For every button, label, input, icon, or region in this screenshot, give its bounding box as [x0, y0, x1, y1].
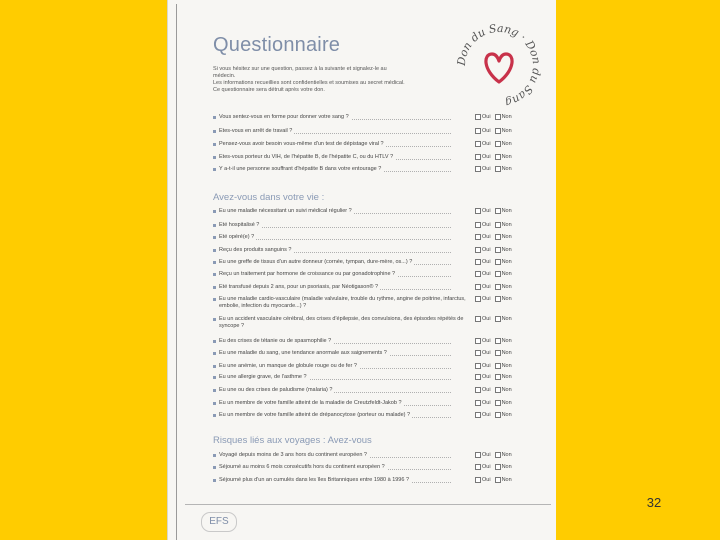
question-row [213, 464, 513, 474]
question-text: Voyagé depuis moins de 3 ans hors du continent européen ? [219, 452, 367, 458]
bullet-icon [213, 273, 216, 276]
no-checkbox[interactable] [495, 412, 501, 418]
yes-checkbox[interactable] [475, 350, 481, 356]
answer-options [475, 296, 516, 303]
no-checkbox[interactable] [495, 166, 501, 172]
yes-checkbox[interactable] [475, 166, 481, 172]
bullet-icon [213, 224, 216, 227]
yes-checkbox[interactable] [475, 464, 481, 470]
yes-label: Oui [482, 234, 491, 241]
no-label: Non [501, 259, 512, 266]
question-row [213, 350, 513, 360]
no-label: Non [501, 208, 512, 215]
no-checkbox[interactable] [495, 128, 501, 134]
question-row [213, 412, 513, 422]
question-row [213, 154, 513, 164]
question-row [213, 363, 513, 373]
question-text: Séjourné au moins 6 mois consécutifs hors du continent européen ? [219, 464, 385, 470]
question-row [213, 284, 513, 294]
no-label: Non [501, 234, 512, 241]
bullet-icon [213, 286, 216, 289]
answer-options [475, 271, 516, 278]
question-row [213, 141, 513, 151]
no-label: Non [501, 166, 512, 173]
no-checkbox[interactable] [495, 374, 501, 380]
bullet-icon [213, 249, 216, 252]
question-row [213, 208, 513, 218]
yes-label: Oui [482, 296, 491, 303]
yes-label: Oui [482, 208, 491, 215]
yes-label: Oui [482, 464, 491, 471]
answer-options [475, 128, 516, 135]
question-text: Reçu des produits sanguins ? [219, 247, 292, 253]
intro-line: Les informations recueillies sont confidentielles et soumises au secret médical. [213, 80, 405, 86]
bullet-icon [213, 130, 216, 133]
document-page [176, 4, 551, 540]
don-du-sang-logo [453, 20, 545, 112]
question-row [213, 296, 513, 309]
yes-label: Oui [482, 114, 491, 121]
page-number: 32 [646, 495, 662, 510]
question-row [213, 271, 513, 281]
yes-checkbox[interactable] [475, 477, 481, 483]
bullet-icon [213, 261, 216, 264]
question-text: Eté opéré(e) ? [219, 234, 255, 240]
question-text: Eu une ou des crises de paludisme (malaria) ? [219, 387, 333, 393]
yes-checkbox[interactable] [475, 452, 481, 458]
no-checkbox[interactable] [495, 208, 501, 214]
question-row [213, 222, 513, 232]
efs-logo: EFS [201, 512, 237, 532]
no-label: Non [501, 284, 512, 291]
question-row [213, 452, 513, 462]
answer-options [475, 452, 516, 459]
heart-icon [486, 54, 512, 82]
question-text: Etes-vous en arrêt de travail ? [219, 128, 293, 134]
bullet-icon [213, 210, 216, 213]
answer-options [475, 114, 516, 121]
yes-label: Oui [482, 259, 491, 266]
yes-checkbox[interactable] [475, 296, 481, 302]
bullet-icon [213, 298, 216, 301]
no-label: Non [501, 452, 512, 459]
yes-checkbox[interactable] [475, 400, 481, 406]
intro-line: Si vous hésitez sur une question, passez à la suivante et signalez-le au [213, 66, 387, 72]
yes-checkbox[interactable] [475, 374, 481, 380]
question-row [213, 338, 513, 348]
yes-checkbox[interactable] [475, 141, 481, 147]
question-text: Eu une greffe de tissus d'un autre donneur (cornée, tympan, dure-mère, os...) ? [219, 259, 413, 265]
no-checkbox[interactable] [495, 452, 501, 458]
answer-options [475, 222, 516, 229]
question-text: Eté transfusé depuis 2 ans, pour un psoriasis, par Néotigason® ? [219, 284, 379, 290]
no-checkbox[interactable] [495, 464, 501, 470]
bullet-icon [213, 156, 216, 159]
question-text: Séjourné plus d'un an cumulés dans les îles Britanniques entre 1980 à 1996 ? [219, 477, 410, 483]
yes-checkbox[interactable] [475, 222, 481, 228]
yes-label: Oui [482, 338, 491, 345]
intro-text [213, 66, 443, 94]
yes-label: Oui [482, 154, 491, 161]
answer-options [475, 247, 516, 254]
bullet-icon [213, 402, 216, 405]
section-title-life: Avez-vous dans votre vie : [213, 192, 325, 203]
no-label: Non [501, 363, 512, 370]
question-text: Eu un accident vasculaire cérébral, des crises d'épilepsie, des convulsions, des épisodes répétés de syncope ? [219, 316, 464, 329]
no-label: Non [501, 296, 512, 303]
bullet-icon [213, 389, 216, 392]
section-title-travel: Risques liés aux voyages : Avez-vous [213, 435, 372, 446]
yes-checkbox[interactable] [475, 234, 481, 240]
no-label: Non [501, 400, 512, 407]
question-text: Eu un membre de votre famille atteint de la maladie de Creutzfeldt-Jakob ? [219, 400, 402, 406]
no-label: Non [501, 412, 512, 419]
yes-checkbox[interactable] [475, 412, 481, 418]
question-text: Eu des crises de tétanie ou de spasmophilie ? [219, 338, 332, 344]
question-row [213, 316, 513, 329]
no-checkbox[interactable] [495, 247, 501, 253]
no-label: Non [501, 464, 512, 471]
question-text: Etes-vous porteur du VIH, de l'hépatite B, de l'hépatite C, ou du HTLV ? [219, 154, 394, 160]
no-checkbox[interactable] [495, 400, 501, 406]
yes-label: Oui [482, 363, 491, 370]
no-checkbox[interactable] [495, 338, 501, 344]
yes-checkbox[interactable] [475, 387, 481, 393]
answer-options [475, 464, 516, 471]
no-checkbox[interactable] [495, 141, 501, 147]
document-title: Questionnaire [213, 34, 341, 56]
no-checkbox[interactable] [495, 296, 501, 302]
no-label: Non [501, 387, 512, 394]
bullet-icon [213, 318, 216, 321]
yes-label: Oui [482, 316, 491, 323]
yes-label: Oui [482, 412, 491, 419]
answer-options [475, 363, 516, 370]
bullet-icon [213, 466, 216, 469]
yes-label: Oui [482, 271, 491, 278]
no-label: Non [501, 247, 512, 254]
question-row [213, 247, 513, 257]
question-text: Eu une anémie, un manque de globule rouge ou de fer ? [219, 363, 357, 369]
answer-options [475, 412, 516, 419]
yes-label: Oui [482, 166, 491, 173]
yes-checkbox[interactable] [475, 259, 481, 265]
bullet-icon [213, 236, 216, 239]
no-checkbox[interactable] [495, 316, 501, 322]
bullet-icon [213, 454, 216, 457]
yes-checkbox[interactable] [475, 114, 481, 120]
no-checkbox[interactable] [495, 271, 501, 277]
yes-label: Oui [482, 222, 491, 229]
no-label: Non [501, 374, 512, 381]
question-text: Eu une maladie du sang, une tendance anormale aux saignements ? [219, 350, 387, 356]
question-row [213, 114, 513, 124]
intro-line: Ce questionnaire sera détruit après votre don. [213, 87, 325, 93]
bullet-icon [213, 143, 216, 146]
logo-text: Don du Sang · Don du Sang [454, 21, 544, 110]
no-label: Non [501, 222, 512, 229]
yes-label: Oui [482, 247, 491, 254]
answer-options [475, 154, 516, 161]
answer-options [475, 234, 516, 241]
svg-text:Don du Sang · Don du Sang [455, 22, 543, 109]
question-row [213, 477, 513, 487]
question-text: Eu une allergie grave, de l'asthme ? [219, 374, 307, 380]
question-row [213, 128, 513, 138]
no-checkbox[interactable] [495, 154, 501, 160]
yes-checkbox[interactable] [475, 247, 481, 253]
question-row [213, 234, 513, 244]
no-label: Non [501, 350, 512, 357]
no-checkbox[interactable] [495, 284, 501, 290]
bullet-icon [213, 376, 216, 379]
question-row [213, 400, 513, 410]
no-label: Non [501, 271, 512, 278]
yes-label: Oui [482, 350, 491, 357]
question-row [213, 166, 513, 176]
bullet-icon [213, 414, 216, 417]
yes-label: Oui [482, 400, 491, 407]
answer-options [475, 374, 516, 381]
yes-checkbox[interactable] [475, 316, 481, 322]
no-label: Non [501, 477, 512, 484]
question-text: Eu un membre de votre famille atteint de drépanocytose (porteur ou malade) ? [219, 412, 411, 418]
bullet-icon [213, 352, 216, 355]
yes-label: Oui [482, 477, 491, 484]
bullet-icon [213, 116, 216, 119]
no-checkbox[interactable] [495, 387, 501, 393]
answer-options [475, 259, 516, 266]
question-text: Pensez-vous avoir besoin vous-même d'un test de dépistage viral ? [219, 141, 384, 147]
answer-options [475, 208, 516, 215]
answer-options [475, 316, 516, 323]
no-label: Non [501, 141, 512, 148]
no-checkbox[interactable] [495, 259, 501, 265]
question-text: Reçu un traitement par hormone de croissance ou par gonadotrophine ? [219, 271, 396, 277]
yes-checkbox[interactable] [475, 284, 481, 290]
no-label: Non [501, 316, 512, 323]
question-row [213, 374, 513, 384]
no-checkbox[interactable] [495, 363, 501, 369]
bullet-icon [213, 365, 216, 368]
yes-checkbox[interactable] [475, 271, 481, 277]
answer-options [475, 400, 516, 407]
yes-checkbox[interactable] [475, 208, 481, 214]
intro-line: médecin. [213, 73, 236, 79]
no-label: Non [501, 338, 512, 345]
footer-divider [185, 504, 551, 505]
question-text: Eté hospitalisé ? [219, 222, 260, 228]
question-text: Vous sentez-vous en forme pour donner votre sang ? [219, 114, 349, 120]
answer-options [475, 338, 516, 345]
no-label: Non [501, 114, 512, 121]
question-text: Eu une maladie cardio-vasculaire (maladie valvulaire, trouble du rythme, angine de poitrine, infarctus, embolie, infection du myocarde...) ? [219, 296, 466, 309]
no-checkbox[interactable] [495, 222, 501, 228]
answer-options [475, 166, 516, 173]
answer-options [475, 284, 516, 291]
question-text: Eu une maladie nécessitant un suivi médical régulier ? [219, 208, 352, 214]
no-label: Non [501, 128, 512, 135]
yes-checkbox[interactable] [475, 128, 481, 134]
answer-options [475, 477, 516, 484]
bullet-icon [213, 168, 216, 171]
no-checkbox[interactable] [495, 114, 501, 120]
bullet-icon [213, 340, 216, 343]
yes-label: Oui [482, 452, 491, 459]
answer-options [475, 141, 516, 148]
yes-label: Oui [482, 284, 491, 291]
no-checkbox[interactable] [495, 234, 501, 240]
no-checkbox[interactable] [495, 477, 501, 483]
question-row [213, 387, 513, 397]
question-text: Y a-t-il une personne souffrant d'hépatite B dans votre entourage ? [219, 166, 382, 172]
yes-label: Oui [482, 141, 491, 148]
yes-checkbox[interactable] [475, 338, 481, 344]
answer-options [475, 350, 516, 357]
scanned-document [167, 0, 556, 540]
bullet-icon [213, 479, 216, 482]
no-label: Non [501, 154, 512, 161]
no-checkbox[interactable] [495, 350, 501, 356]
yes-checkbox[interactable] [475, 154, 481, 160]
yes-label: Oui [482, 387, 491, 394]
answer-options [475, 387, 516, 394]
question-row [213, 259, 513, 269]
yes-label: Oui [482, 128, 491, 135]
yes-checkbox[interactable] [475, 363, 481, 369]
yes-label: Oui [482, 374, 491, 381]
